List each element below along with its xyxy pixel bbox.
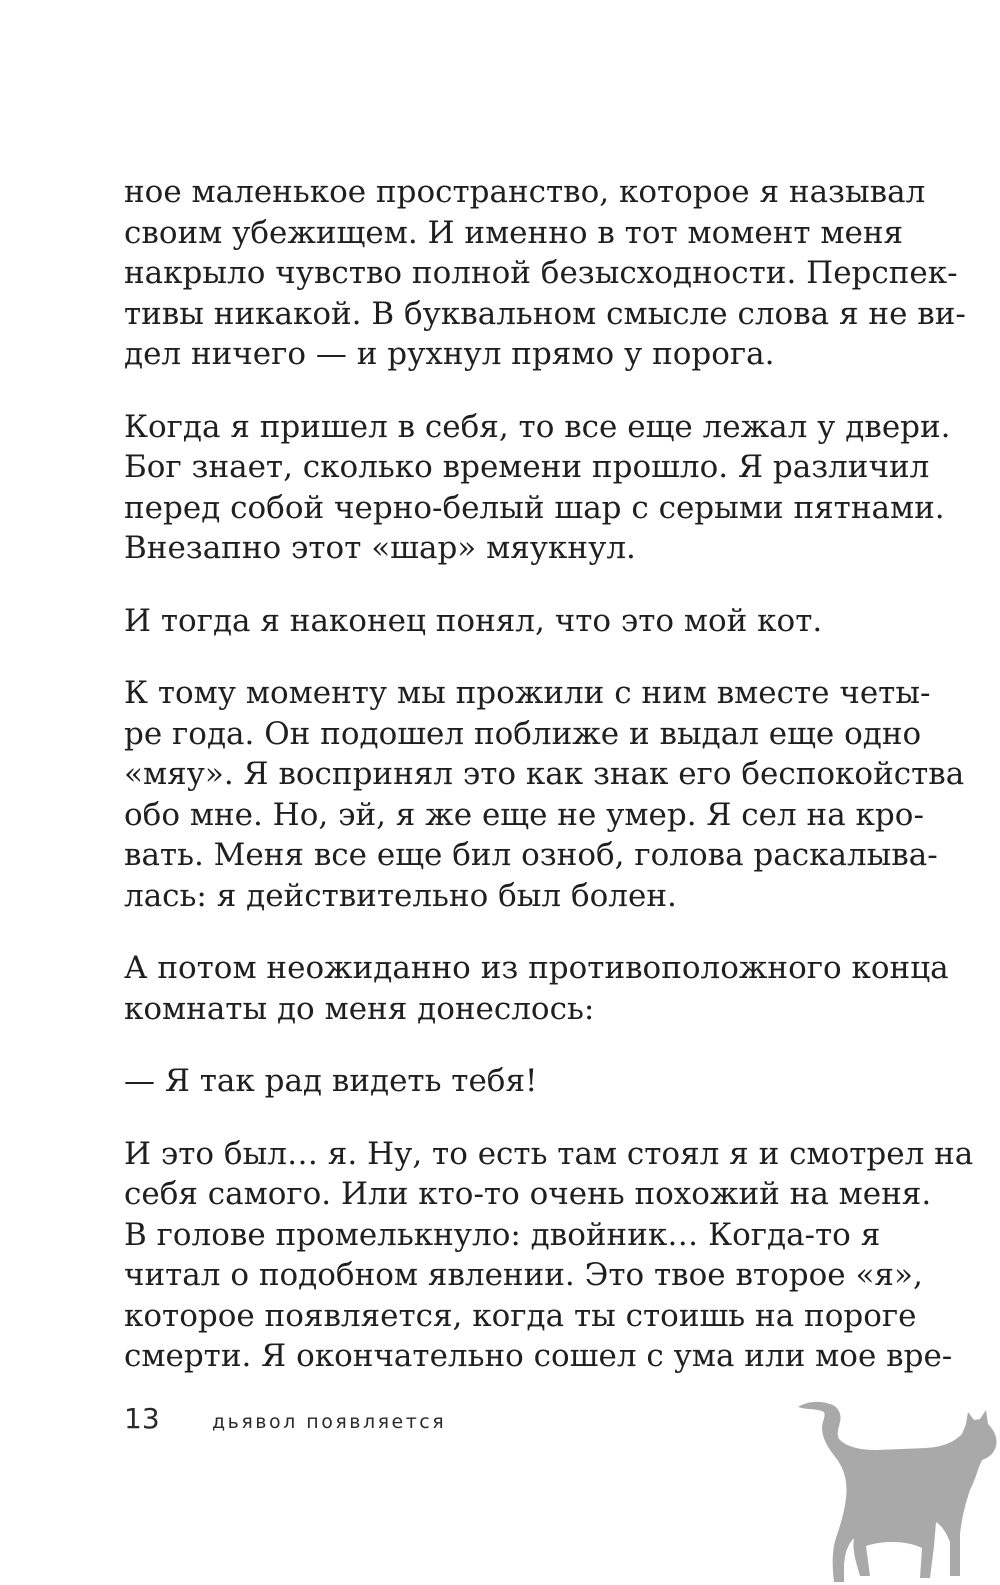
text-line: — Я так рад видеть тебя!	[124, 1063, 538, 1099]
text-line: комнаты до меня донеслось:	[124, 990, 595, 1027]
text-line: А потом неожиданно из противоположного конца	[124, 950, 949, 986]
text-line: лась: я действительно был болен.	[124, 877, 677, 914]
text-line: В голове промелькнуло: двойник… Когда-то я	[124, 1216, 881, 1253]
paragraph-1	[124, 172, 966, 375]
text-line: «мяу». Я воспринял это как знак его беспокойства	[124, 756, 965, 792]
text-line: читал о подобном явлении. Это твое второе «я»,	[124, 1257, 923, 1293]
text-line: Когда я пришел в себя, то все еще лежал у двери.	[124, 408, 951, 445]
cat-silhouette-icon	[796, 1386, 1000, 1585]
text-line: вать. Меня все еще бил озноб, голова раскалыва-	[124, 837, 938, 873]
text-line: ное маленькое пространство, которое я называл	[124, 174, 926, 210]
text-line: себя самого. Или кто-то очень похожий на меня.	[124, 1176, 932, 1212]
text-line: Внезапно этот «шар» мяукнул.	[124, 530, 636, 566]
text-line: И тогда я наконец понял, что это мой кот.	[124, 602, 823, 639]
paragraph-7	[124, 1134, 974, 1377]
paragraph-4	[124, 673, 965, 916]
text-line: которое появляется, когда ты стоишь на пороге	[124, 1297, 917, 1334]
cat-silhouette-shape	[798, 1402, 997, 1582]
paragraph-2	[124, 407, 951, 569]
page-body	[124, 172, 974, 1409]
page-number: 13	[124, 1402, 160, 1435]
text-line: ре года. Он подошел поближе и выдал еще одно	[124, 715, 922, 752]
text-line: смерти. Я окончательно сошел с ума или мое вре-	[124, 1338, 953, 1374]
text-line: тивы никакой. В буквальном смысле слова я не ви-	[124, 295, 966, 332]
text-line: Бог знает, сколько времени прошло. Я различил	[124, 449, 930, 485]
text-line: И это был… я. Ну, то есть там стоял я и смотрел на	[124, 1135, 974, 1172]
text-line: дел ничего — и рухнул прямо у порога.	[124, 336, 775, 372]
text-line: своим убежищем. И именно в тот момент меня	[124, 214, 904, 251]
text-line: К тому моменту мы прожили с ним вместе четы-	[124, 675, 931, 711]
paragraph-5	[124, 948, 949, 1029]
text-line: накрыло чувство полной безысходности. Перспек-	[124, 255, 958, 291]
paragraph-3	[124, 601, 828, 642]
text-line: перед собой черно-белый шар с серыми пятнами.	[124, 489, 945, 526]
paragraph-6-dialogue	[124, 1061, 828, 1102]
running-chapter-title: дьявол появляется	[212, 1411, 447, 1433]
text-line: обо мне. Но, эй, я же еще не умер. Я сел на кро-	[124, 796, 924, 833]
